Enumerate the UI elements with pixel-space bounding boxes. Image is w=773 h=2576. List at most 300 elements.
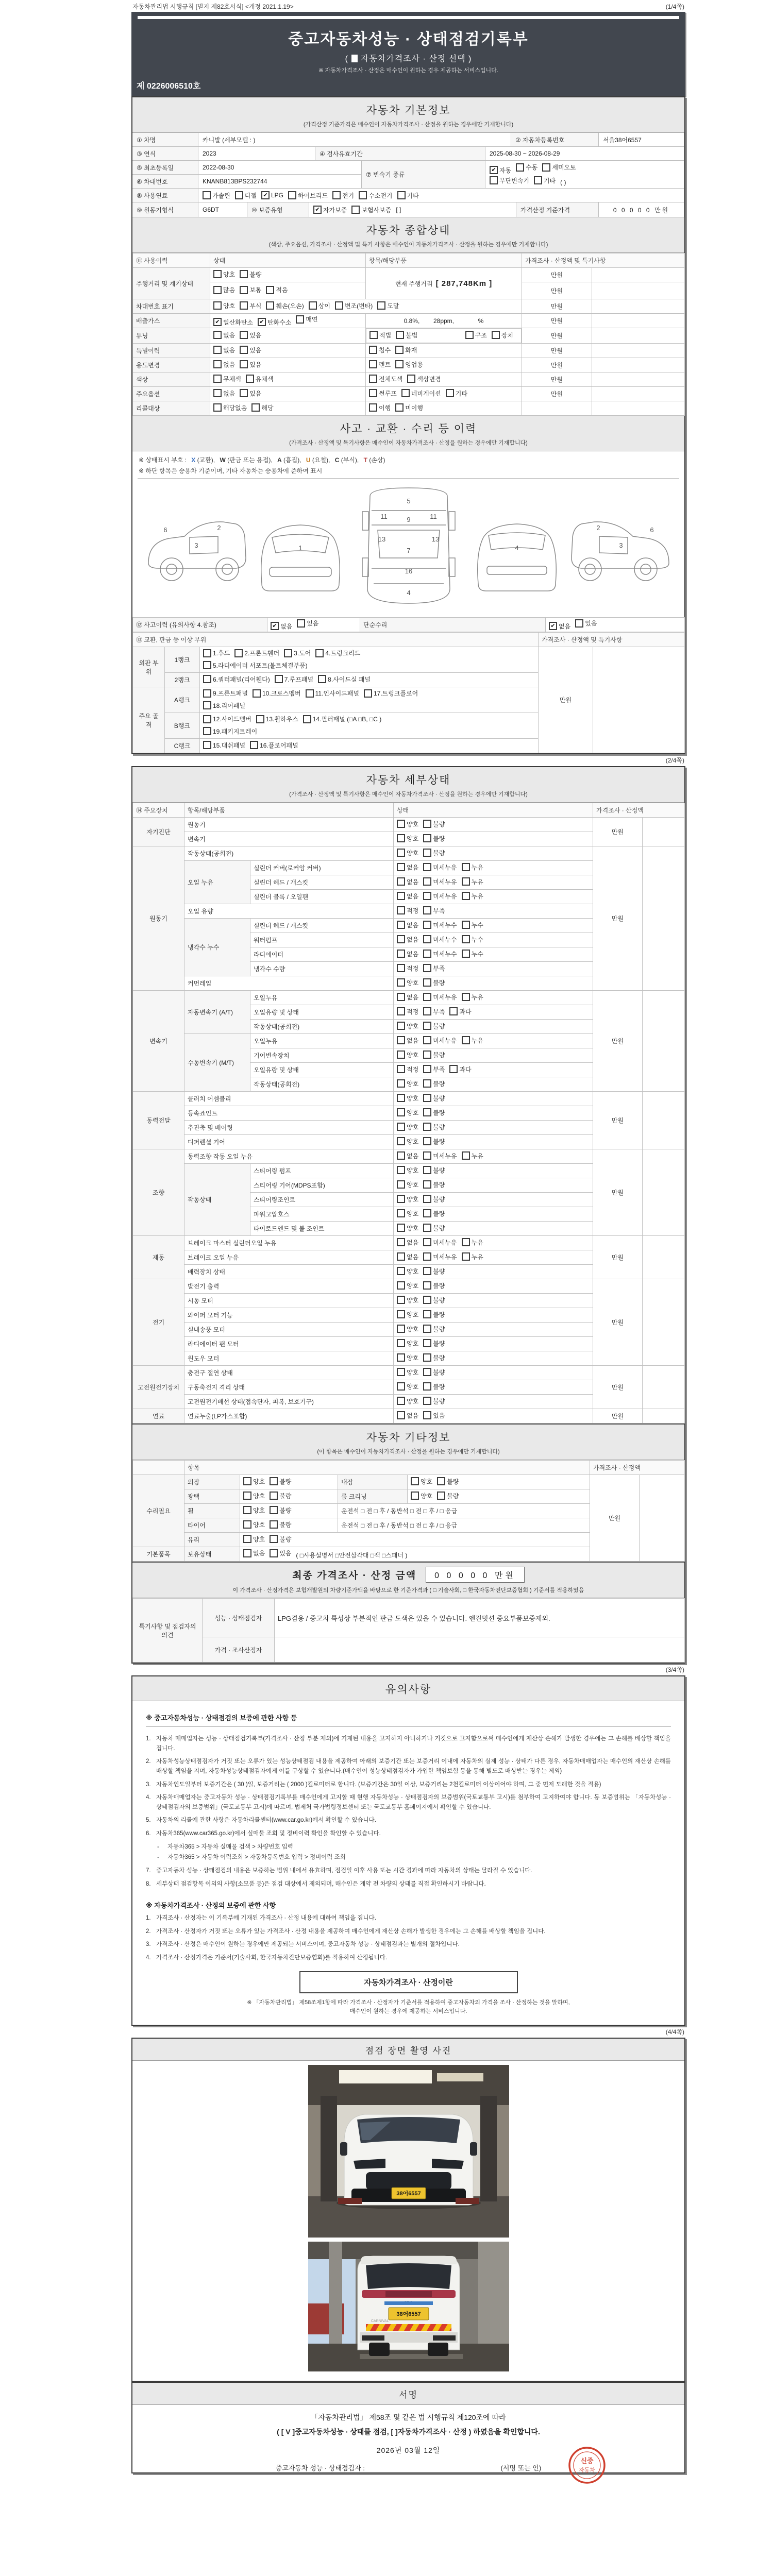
checkbox-option[interactable] [397, 877, 418, 886]
checkbox-option[interactable] [462, 892, 483, 901]
checkbox-option[interactable] [397, 849, 418, 857]
checkbox-option[interactable] [423, 1195, 445, 1204]
top-note-row [131, 0, 685, 12]
part-label: 실린더 블록 / 오일팬 [250, 890, 394, 904]
checkbox-option[interactable] [446, 389, 467, 398]
notice-item-number: 8. [146, 1880, 151, 1887]
checkbox-option[interactable] [258, 318, 291, 327]
checkbox-label: 불량 [433, 1051, 445, 1059]
checkbox-option[interactable] [397, 1151, 418, 1160]
checkbox-option[interactable] [266, 301, 304, 310]
checkbox-label: 탄화수소 [267, 318, 292, 326]
checkbox-option[interactable] [423, 1353, 445, 1362]
notice-item-text: 자동차365 > 자동차 실매물 검색 > 차량번호 입력 [167, 1843, 293, 1850]
checkbox-option[interactable] [423, 935, 457, 944]
checkbox-option[interactable] [397, 1094, 418, 1103]
checkbox-option[interactable] [423, 1296, 445, 1304]
checkbox-option[interactable] [240, 331, 261, 340]
checkbox-option[interactable] [397, 1137, 418, 1146]
part-label: 윈도우 모터 [184, 1351, 394, 1366]
checkbox-option[interactable] [318, 675, 371, 684]
checkbox-box-icon [251, 403, 260, 412]
checkbox-option[interactable] [449, 1007, 471, 1016]
checkbox-option[interactable] [315, 649, 360, 657]
checkbox-option[interactable] [397, 1296, 418, 1304]
checkbox-box-icon [203, 689, 211, 698]
part-label: 실린더 헤드 / 개스킷 [250, 875, 394, 890]
checkbox-option[interactable] [251, 403, 273, 412]
checkbox-option[interactable] [397, 935, 418, 944]
checkbox-option[interactable] [462, 877, 483, 886]
checkbox-option[interactable] [423, 1238, 457, 1247]
checkbox-option[interactable] [234, 649, 279, 657]
checkbox-box-icon [462, 1252, 470, 1261]
remark-cell [593, 647, 685, 753]
detail-subtitle: (가격조사 · 산정액 및 특기사항은 매수인이 자동차가격조사 · 산정을 원하는 경우에만 기재합니다) [289, 791, 528, 798]
checkbox-label: 양호 [407, 1195, 419, 1203]
checkbox-option[interactable] [397, 1397, 418, 1405]
repair-item-label: 광택 [184, 1489, 240, 1504]
checkbox-option[interactable] [359, 191, 392, 200]
checkbox-option[interactable] [516, 163, 537, 172]
checkbox-option[interactable] [240, 270, 261, 279]
checkbox-option[interactable] [397, 1065, 418, 1074]
checkbox-option[interactable] [423, 1252, 457, 1261]
checkbox-label: 누수 [471, 921, 483, 929]
checkbox-option[interactable] [203, 649, 230, 657]
checkbox-option[interactable] [423, 921, 457, 929]
checkbox-option[interactable] [534, 176, 556, 185]
checkbox-option[interactable] [397, 921, 418, 929]
checkbox-option[interactable] [423, 877, 457, 886]
checkbox-option[interactable] [246, 375, 274, 383]
checkbox-option[interactable] [306, 689, 359, 698]
checkbox-option[interactable] [243, 1520, 265, 1529]
checkbox-option[interactable] [423, 863, 457, 872]
checkbox-option[interactable] [397, 820, 418, 828]
checkbox-option[interactable] [411, 1477, 432, 1486]
final-price-bar [132, 1562, 684, 1598]
checkbox-option[interactable] [462, 1238, 483, 1247]
checkbox-option[interactable] [465, 331, 487, 340]
checkbox-option[interactable] [240, 389, 261, 398]
checkbox-option[interactable] [401, 389, 441, 398]
summary-header-price: 가격조사 · 산정액 및 특기사항 [522, 253, 685, 268]
checkbox-option[interactable] [423, 1310, 445, 1319]
checkbox-option[interactable] [437, 1492, 459, 1500]
checkbox-option[interactable] [235, 191, 257, 200]
checkbox-option[interactable] [423, 1007, 445, 1016]
checkbox-option[interactable] [423, 1411, 445, 1420]
checkbox-option[interactable] [462, 1252, 483, 1261]
checkbox-option[interactable] [397, 892, 418, 901]
checkbox-option[interactable] [303, 715, 381, 723]
checkbox-option[interactable] [284, 649, 311, 657]
checkbox-box-icon [256, 715, 264, 723]
checkbox-option[interactable] [423, 1267, 445, 1276]
checkbox-option[interactable] [423, 964, 445, 973]
checkbox-box-icon [423, 863, 431, 871]
checkbox-option[interactable] [492, 331, 513, 340]
checkbox-option[interactable] [411, 1492, 432, 1500]
photos-body [132, 2061, 684, 2381]
checkbox-option[interactable] [397, 1079, 418, 1088]
checkbox-box-icon [423, 1137, 431, 1145]
checkbox-label: 적법 [379, 331, 392, 339]
checkbox-option[interactable] [423, 950, 457, 958]
checkbox-option[interactable] [423, 1368, 445, 1377]
table-row [133, 818, 685, 832]
checkbox-label: 양호 [407, 1166, 419, 1174]
checkbox-option[interactable] [423, 849, 445, 857]
checkbox-option[interactable] [213, 331, 235, 340]
checkbox-option[interactable] [213, 318, 253, 327]
table-row [133, 618, 685, 632]
checkbox-label: 구조 [475, 331, 487, 339]
notice-item-number: 1. [146, 1915, 151, 1922]
diagram-part-number: 11 [380, 513, 388, 520]
checkbox-option[interactable] [270, 1477, 291, 1486]
checkbox-option[interactable] [397, 1368, 418, 1377]
checkbox-option[interactable] [297, 619, 318, 628]
checkbox-option[interactable] [490, 166, 511, 175]
usage-label: 튜닝 [133, 328, 210, 344]
checkbox-option[interactable] [397, 1166, 418, 1175]
checkbox-option[interactable] [462, 993, 483, 1002]
checkbox-option[interactable] [397, 1209, 418, 1218]
checkbox-option[interactable] [397, 1339, 418, 1348]
checkbox-option[interactable] [397, 1224, 418, 1232]
part-label: 오일유량 및 상태 [250, 1005, 394, 1020]
checkbox-option[interactable] [369, 375, 402, 383]
table-row [133, 846, 685, 861]
checkbox-option[interactable] [423, 1166, 445, 1175]
checkbox-label: 불량 [447, 1478, 459, 1485]
checkbox-option[interactable] [213, 270, 235, 279]
checkbox-option[interactable] [423, 1209, 445, 1218]
checkbox-label: 양호 [407, 1325, 419, 1333]
checkbox-option[interactable] [203, 675, 270, 684]
checkbox-option[interactable] [369, 403, 391, 412]
checkbox-box-icon [397, 1123, 405, 1131]
state-checks [394, 1323, 593, 1337]
checkbox-option[interactable] [423, 834, 445, 843]
checkbox-label: 양호 [407, 1210, 419, 1217]
reg-number-value: 서울38어6557 [599, 133, 684, 147]
checkbox-option[interactable] [270, 1492, 291, 1500]
checkbox-box-icon [397, 1180, 405, 1189]
checkbox-option[interactable] [575, 619, 597, 628]
checkbox-box-icon [462, 863, 470, 871]
checkbox-option[interactable] [369, 389, 397, 398]
checkbox-option[interactable] [397, 1022, 418, 1030]
checkbox-option[interactable] [397, 191, 419, 200]
checkbox-option[interactable] [397, 1252, 418, 1261]
checkbox-option[interactable] [397, 1180, 418, 1189]
checkbox-option[interactable] [462, 863, 483, 872]
checkbox-option[interactable] [243, 1477, 265, 1486]
checkbox-option[interactable] [397, 906, 418, 915]
checkbox-option[interactable] [397, 978, 418, 987]
checkbox-label: 19.패키지트레이 [213, 727, 258, 735]
checkbox-option[interactable] [423, 1022, 445, 1030]
checkbox-option[interactable] [397, 1353, 418, 1362]
checkbox-option[interactable] [423, 1325, 445, 1333]
checkbox-option[interactable] [250, 741, 298, 750]
checkbox-option[interactable] [203, 715, 251, 723]
checkbox-box-icon [462, 1036, 470, 1044]
checkbox-option[interactable] [397, 1310, 418, 1319]
checkbox-label: 유채색 [255, 375, 274, 383]
checkbox-option[interactable] [423, 892, 457, 901]
panel-items-line [203, 688, 535, 700]
checkbox-label: 매연 [306, 316, 318, 324]
checkbox-option[interactable] [549, 622, 570, 631]
checkbox-option[interactable] [275, 675, 313, 684]
panel-rank-label: 2랭크 [165, 673, 200, 687]
checkbox-option[interactable] [270, 1520, 291, 1529]
accident-history-table [132, 617, 685, 632]
checkbox-option[interactable] [397, 950, 418, 958]
checkbox-option[interactable] [423, 1108, 445, 1117]
checkbox-option[interactable] [397, 1050, 418, 1059]
checkbox-option[interactable] [240, 346, 261, 354]
checkbox-option[interactable] [243, 1549, 265, 1557]
checkbox-box-icon [397, 1310, 405, 1318]
state-checks [210, 372, 366, 387]
checkbox-option[interactable] [203, 741, 245, 750]
checkbox-option[interactable] [313, 206, 347, 214]
checkbox-box-icon [246, 375, 254, 383]
checkbox-box-icon [423, 964, 431, 972]
checkbox-option[interactable] [397, 964, 418, 973]
diagram-part-number: 9 [406, 516, 411, 523]
checkbox-label: 색상변경 [417, 375, 441, 383]
checkbox-option[interactable] [542, 163, 576, 172]
detail-header [132, 767, 684, 803]
state-checks [394, 904, 593, 919]
checkbox-option[interactable] [270, 1506, 291, 1515]
checkbox-option[interactable] [395, 360, 423, 369]
diagram-part-number: 4 [514, 544, 519, 552]
checkbox-option[interactable] [270, 1549, 291, 1557]
checkbox-option[interactable] [240, 360, 261, 369]
checkbox-option[interactable] [261, 191, 283, 199]
fuel-options [198, 189, 684, 202]
checkbox-label: 불량 [433, 1181, 445, 1189]
panel-items [200, 647, 539, 673]
checkbox-option[interactable] [462, 1036, 483, 1045]
checkbox-option[interactable] [309, 301, 330, 310]
state-checks [394, 890, 593, 904]
checkbox-label: 무단변속기 [499, 177, 529, 184]
checkbox-option[interactable] [243, 1535, 265, 1544]
checkbox-option[interactable] [377, 301, 399, 310]
checkbox-option[interactable] [253, 689, 301, 698]
checkbox-option[interactable] [397, 1267, 418, 1276]
checkbox-option[interactable] [213, 403, 247, 412]
checkbox-box-icon [397, 1252, 405, 1261]
checkbox-box-icon [213, 346, 222, 354]
checkbox-option[interactable] [243, 1492, 265, 1500]
checkbox-option[interactable] [270, 1535, 291, 1544]
checkbox-option[interactable] [296, 315, 317, 324]
checkbox-option[interactable] [397, 993, 418, 1002]
checkbox-option[interactable] [423, 1050, 445, 1059]
checkbox-box-icon [423, 1050, 431, 1059]
final-price-amount: 0 0 0 0 0 만원 [426, 1567, 525, 1583]
checkbox-option[interactable] [203, 727, 257, 736]
remark-cell [643, 1149, 685, 1236]
checkbox-option[interactable] [462, 950, 483, 958]
part-label: 파워고압호스 [250, 1207, 394, 1222]
checkbox-option[interactable] [395, 403, 423, 412]
state-code: T [363, 456, 367, 464]
checkbox-option[interactable] [423, 1180, 445, 1189]
checkbox-option[interactable] [213, 301, 235, 310]
checkbox-option[interactable] [369, 331, 391, 340]
checkbox-option[interactable] [256, 715, 298, 723]
checkbox-option[interactable] [397, 1411, 418, 1420]
checkbox-option[interactable] [397, 1325, 418, 1333]
checkbox-option[interactable] [369, 360, 391, 369]
checkbox-label: 양호 [223, 270, 236, 278]
checkbox-option[interactable] [437, 1477, 459, 1486]
checkbox-option[interactable] [397, 1195, 418, 1204]
checkbox-option[interactable] [462, 1151, 483, 1160]
checkbox-option[interactable] [240, 301, 261, 310]
checkbox-option[interactable] [213, 360, 235, 369]
checkbox-option[interactable] [213, 346, 235, 354]
part-label: 브레이크 마스터 실린더오일 누유 [184, 1236, 394, 1250]
document-title: 중고자동차성능 · 상태점검기록부 [288, 31, 529, 48]
checkbox-option[interactable] [449, 1065, 471, 1074]
checkbox-box-icon [288, 191, 296, 199]
checkbox-option[interactable] [240, 285, 261, 294]
checkbox-box-icon [397, 964, 405, 972]
checkbox-option[interactable] [397, 1108, 418, 1117]
accident-title: 사고 · 교환 · 수리 등 이력 [340, 423, 477, 435]
checkbox-option[interactable] [335, 301, 373, 310]
checkbox-option[interactable] [423, 820, 445, 828]
checkbox-option[interactable] [423, 1036, 457, 1045]
summary-header [132, 217, 684, 253]
part-label: 냉각수 수량 [250, 962, 394, 976]
checkbox-box-icon [397, 1022, 405, 1030]
checkbox-option[interactable] [423, 1397, 445, 1405]
notice-item-text: 중고자동차 성능 · 상태점검의 내용은 보증하는 범위 내에서 유효하며, 점검일 이후 사용 또는 시간 경과에 따라 자동차의 상태는 달라질 수 있습니다. [156, 1867, 532, 1874]
checkbox-option[interactable] [213, 389, 235, 398]
remarks-who-label: 가격 · 조사산정자 [203, 1637, 275, 1663]
checkbox-option[interactable] [397, 1123, 418, 1131]
checkbox-option[interactable] [423, 1137, 445, 1146]
checkbox-option[interactable] [203, 689, 248, 698]
price-survey-select-line [137, 52, 680, 64]
photos-header [132, 2039, 684, 2061]
checkbox-option[interactable] [423, 1151, 457, 1160]
remark-cell [592, 282, 685, 299]
checkbox-option[interactable] [364, 689, 418, 698]
checkbox-option[interactable] [423, 1224, 445, 1232]
checkbox-option[interactable] [395, 346, 417, 354]
checkbox-label: 불량 [279, 1478, 292, 1485]
notice-item [146, 1793, 671, 1812]
checkbox-box-icon [490, 176, 498, 184]
checkbox-label: 불량 [433, 1123, 445, 1131]
checkbox-option[interactable] [397, 1281, 418, 1290]
checkbox-option[interactable] [423, 1065, 445, 1074]
checkbox-option[interactable] [397, 1036, 418, 1045]
checkbox-box-icon: ✔ [271, 622, 279, 630]
price-cell [522, 401, 592, 416]
checkbox-box-icon: ✔ [261, 191, 270, 199]
checkbox-box-icon [369, 389, 377, 397]
price-cell: 만원 [522, 344, 592, 358]
checkbox-option[interactable] [213, 285, 235, 294]
checkbox-box-icon [423, 820, 431, 828]
checkbox-option[interactable] [423, 906, 445, 915]
checkbox-option[interactable] [423, 1094, 445, 1103]
checkbox-label: 5.라디에이터 서포트(볼트체결부품) [213, 662, 308, 669]
checkbox-option[interactable] [407, 375, 441, 383]
checkbox-option[interactable] [243, 1506, 265, 1515]
checkbox-option[interactable] [423, 1123, 445, 1131]
notice-item [146, 1866, 671, 1876]
checkbox-option[interactable] [266, 285, 288, 294]
checkbox-option[interactable] [203, 191, 230, 200]
state-checks [394, 1395, 593, 1409]
checkbox-option[interactable] [397, 1007, 418, 1016]
checkbox-option[interactable] [213, 375, 241, 383]
checkbox-option[interactable] [332, 191, 354, 200]
checkbox-option[interactable] [423, 1339, 445, 1348]
table-row [133, 344, 685, 358]
checkbox-label: 있음 [249, 361, 262, 368]
checkbox-box-icon [395, 360, 404, 368]
panel-damage-table [132, 632, 685, 753]
checkbox-option[interactable] [396, 331, 417, 340]
checkbox-option[interactable] [462, 935, 483, 944]
notice-tail-1: ※ 「자동차관리법」 제58조제1항에 따라 가격조사 · 산정자가 기준서를 적용하여 중고자동차의 가격을 조사 · 산정하는 것을 말하며, [247, 1999, 570, 2006]
checkbox-option[interactable] [423, 1281, 445, 1290]
checkbox-option[interactable] [423, 993, 457, 1002]
checkbox-option[interactable] [462, 921, 483, 929]
checkbox-label: 해당없음 [223, 404, 247, 412]
table-row [133, 314, 685, 328]
checkbox-option[interactable] [423, 1079, 445, 1088]
checkbox-option[interactable] [397, 1238, 418, 1247]
checkbox-option[interactable] [351, 206, 391, 214]
checkbox-option[interactable] [423, 1382, 445, 1391]
checkbox-option[interactable] [490, 176, 529, 185]
checkbox-label: 양호 [253, 1506, 265, 1514]
checkbox-label: 12.사이드멤버 [213, 716, 251, 723]
checkbox-option[interactable] [203, 661, 308, 670]
sign-body [132, 2405, 684, 2472]
checkbox-option[interactable] [423, 978, 445, 987]
checkbox-label: 있음 [249, 346, 262, 354]
checkbox-label: 양호 [407, 1397, 419, 1405]
checkbox-option[interactable] [203, 701, 245, 710]
checkbox-box-icon [284, 649, 292, 657]
checkbox-option[interactable] [397, 834, 418, 843]
checkbox-option[interactable] [397, 863, 418, 872]
checkbox-option[interactable] [397, 1382, 418, 1391]
checkbox-option[interactable] [271, 622, 292, 631]
checkbox-option[interactable] [288, 191, 328, 200]
checkbox-label: 불량 [433, 1340, 445, 1347]
checkbox-option[interactable] [369, 346, 391, 354]
